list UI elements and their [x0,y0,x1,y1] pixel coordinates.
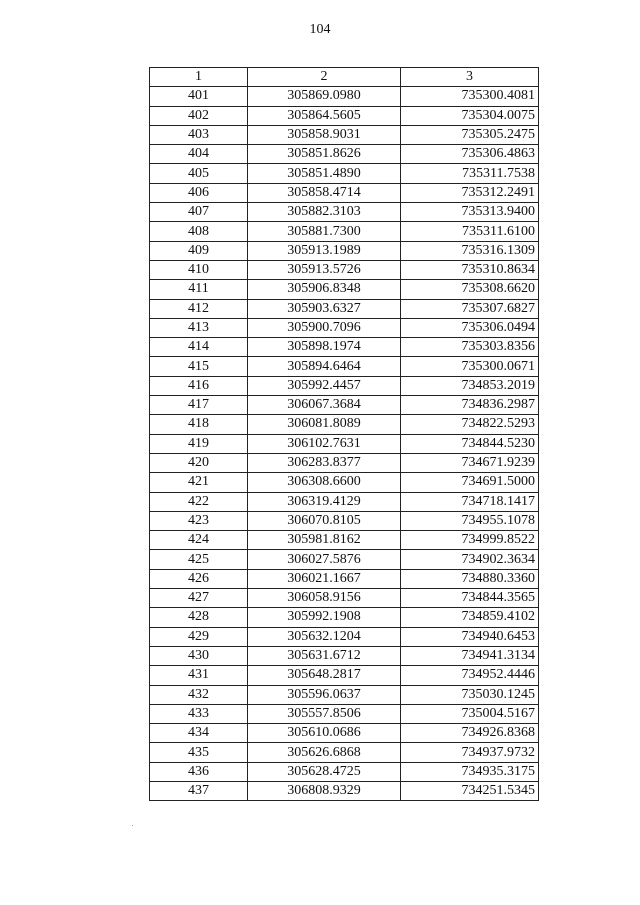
coordinate-x-cell: 305900.7096 [248,318,401,337]
coordinate-x-cell: 306081.8089 [248,415,401,434]
coordinate-x-cell: 305898.1974 [248,338,401,357]
point-number-cell: 425 [150,550,248,569]
point-number-cell: 403 [150,125,248,144]
column-header-1: 1 [150,68,248,87]
table-row [150,87,539,106]
coordinate-y-cell: 734941.3134 [401,646,539,665]
coordinate-y-cell: 735311.6100 [401,222,539,241]
coordinate-y-cell: 734853.2019 [401,376,539,395]
table-row [150,685,539,704]
point-number-cell: 407 [150,203,248,222]
table-row [150,183,539,202]
table-body [150,87,539,801]
coordinate-y-cell: 734691.5000 [401,473,539,492]
table-row [150,646,539,665]
coordinate-y-cell: 734999.8522 [401,531,539,550]
table-row [150,145,539,164]
coordinate-x-cell: 305894.6464 [248,357,401,376]
point-number-cell: 423 [150,511,248,530]
table-row [150,666,539,685]
coordinate-y-cell: 734902.3634 [401,550,539,569]
point-number-cell: 416 [150,376,248,395]
coordinate-x-cell: 305851.8626 [248,145,401,164]
page-number: 104 [309,22,331,37]
point-number-cell: 432 [150,685,248,704]
table-row [150,280,539,299]
table-row [150,453,539,472]
point-number-cell: 435 [150,743,248,762]
coordinate-y-cell: 735306.0494 [401,318,539,337]
coordinate-x-cell: 306308.6600 [248,473,401,492]
coordinate-x-cell: 305913.5726 [248,260,401,279]
coordinate-x-cell: 305913.1989 [248,241,401,260]
coordinate-x-cell: 305858.9031 [248,125,401,144]
point-number-cell: 437 [150,781,248,800]
table-row [150,473,539,492]
point-number-cell: 410 [150,260,248,279]
coordinate-x-cell: 305864.5605 [248,106,401,125]
coordinate-y-cell: 734718.1417 [401,492,539,511]
point-number-cell: 436 [150,762,248,781]
coordinate-x-cell: 306283.8377 [248,453,401,472]
coordinate-y-cell: 735300.4081 [401,87,539,106]
coordinate-y-cell: 735308.6620 [401,280,539,299]
table-row [150,164,539,183]
table-row [150,743,539,762]
table-row [150,762,539,781]
coordinate-x-cell: 305557.8506 [248,704,401,723]
table-row [150,106,539,125]
coordinate-x-cell: 305631.6712 [248,646,401,665]
coordinate-y-cell: 735004.5167 [401,704,539,723]
table-row [150,531,539,550]
coordinate-y-cell: 735310.8634 [401,260,539,279]
table-header [150,68,539,87]
coordinate-x-cell: 306027.5876 [248,550,401,569]
table-row [150,415,539,434]
coordinate-x-cell: 306319.4129 [248,492,401,511]
coordinate-x-cell: 305596.0637 [248,685,401,704]
point-number-cell: 402 [150,106,248,125]
point-number-cell: 405 [150,164,248,183]
coordinate-y-cell: 734940.6453 [401,627,539,646]
coordinate-y-cell: 735306.4863 [401,145,539,164]
coordinate-y-cell: 734935.3175 [401,762,539,781]
coordinate-y-cell: 735303.8356 [401,338,539,357]
table-row [150,569,539,588]
coordinate-x-cell: 306070.8105 [248,511,401,530]
coordinates-table [149,67,539,801]
coordinate-y-cell: 735313.9400 [401,203,539,222]
coordinate-y-cell: 734844.5230 [401,434,539,453]
coordinate-y-cell: 735311.7538 [401,164,539,183]
point-number-cell: 418 [150,415,248,434]
column-header-3: 3 [401,68,539,87]
table-row [150,203,539,222]
table-row [150,511,539,530]
header-row [150,68,539,87]
point-number-cell: 401 [150,87,248,106]
table-row [150,589,539,608]
point-number-cell: 404 [150,145,248,164]
column-header-2: 2 [248,68,401,87]
coordinate-x-cell: 305992.1908 [248,608,401,627]
table-row [150,704,539,723]
point-number-cell: 413 [150,318,248,337]
point-number-cell: 422 [150,492,248,511]
coordinate-x-cell: 306067.3684 [248,396,401,415]
coordinate-y-cell: 734836.2987 [401,396,539,415]
table-row [150,376,539,395]
coordinate-x-cell: 305628.4725 [248,762,401,781]
coordinate-x-cell: 306102.7631 [248,434,401,453]
coordinate-x-cell: 305869.0980 [248,87,401,106]
coordinate-x-cell: 305881.7300 [248,222,401,241]
point-number-cell: 424 [150,531,248,550]
coordinate-x-cell: 305882.3103 [248,203,401,222]
coordinate-x-cell: 305632.1204 [248,627,401,646]
coordinate-x-cell: 305858.4714 [248,183,401,202]
point-number-cell: 414 [150,338,248,357]
table-row [150,550,539,569]
table-row [150,222,539,241]
point-number-cell: 415 [150,357,248,376]
point-number-cell: 430 [150,646,248,665]
coordinate-y-cell: 734859.4102 [401,608,539,627]
coordinate-y-cell: 735305.2475 [401,125,539,144]
coordinate-x-cell: 306808.9329 [248,781,401,800]
point-number-cell: 428 [150,608,248,627]
table-row [150,608,539,627]
table-row [150,260,539,279]
coordinate-x-cell: 305626.6868 [248,743,401,762]
table-row [150,627,539,646]
point-number-cell: 406 [150,183,248,202]
point-number-cell: 431 [150,666,248,685]
point-number-cell: 419 [150,434,248,453]
coordinate-x-cell: 306058.9156 [248,589,401,608]
coordinate-x-cell: 305648.2817 [248,666,401,685]
coordinate-y-cell: 735030.1245 [401,685,539,704]
coordinate-y-cell: 734952.4446 [401,666,539,685]
coordinate-x-cell: 305903.6327 [248,299,401,318]
point-number-cell: 433 [150,704,248,723]
table-row [150,318,539,337]
coordinate-y-cell: 735300.0671 [401,357,539,376]
point-number-cell: 427 [150,589,248,608]
coordinate-y-cell: 735312.2491 [401,183,539,202]
scan-speck [132,825,133,826]
point-number-cell: 429 [150,627,248,646]
point-number-cell: 421 [150,473,248,492]
coordinate-x-cell: 305981.8162 [248,531,401,550]
coordinate-y-cell: 734955.1078 [401,511,539,530]
point-number-cell: 434 [150,724,248,743]
point-number-cell: 409 [150,241,248,260]
table-row [150,241,539,260]
coordinate-y-cell: 735307.6827 [401,299,539,318]
table-row [150,299,539,318]
coordinate-x-cell: 305992.4457 [248,376,401,395]
table-row [150,724,539,743]
coordinate-y-cell: 734251.5345 [401,781,539,800]
coordinate-y-cell: 734937.9732 [401,743,539,762]
point-number-cell: 412 [150,299,248,318]
table-row [150,434,539,453]
coordinate-y-cell: 735316.1309 [401,241,539,260]
coordinate-y-cell: 734822.5293 [401,415,539,434]
coordinate-y-cell: 734671.9239 [401,453,539,472]
point-number-cell: 411 [150,280,248,299]
point-number-cell: 408 [150,222,248,241]
table-row [150,492,539,511]
coordinate-y-cell: 734844.3565 [401,589,539,608]
coordinate-y-cell: 734880.3360 [401,569,539,588]
coordinate-x-cell: 306021.1667 [248,569,401,588]
coordinate-y-cell: 735304.0075 [401,106,539,125]
point-number-cell: 426 [150,569,248,588]
table-row [150,396,539,415]
coordinate-x-cell: 305906.8348 [248,280,401,299]
coordinate-x-cell: 305610.0686 [248,724,401,743]
coordinate-x-cell: 305851.4890 [248,164,401,183]
table-row [150,357,539,376]
table-row [150,125,539,144]
table-row [150,338,539,357]
point-number-cell: 417 [150,396,248,415]
point-number-cell: 420 [150,453,248,472]
table-row [150,781,539,800]
coordinate-y-cell: 734926.8368 [401,724,539,743]
